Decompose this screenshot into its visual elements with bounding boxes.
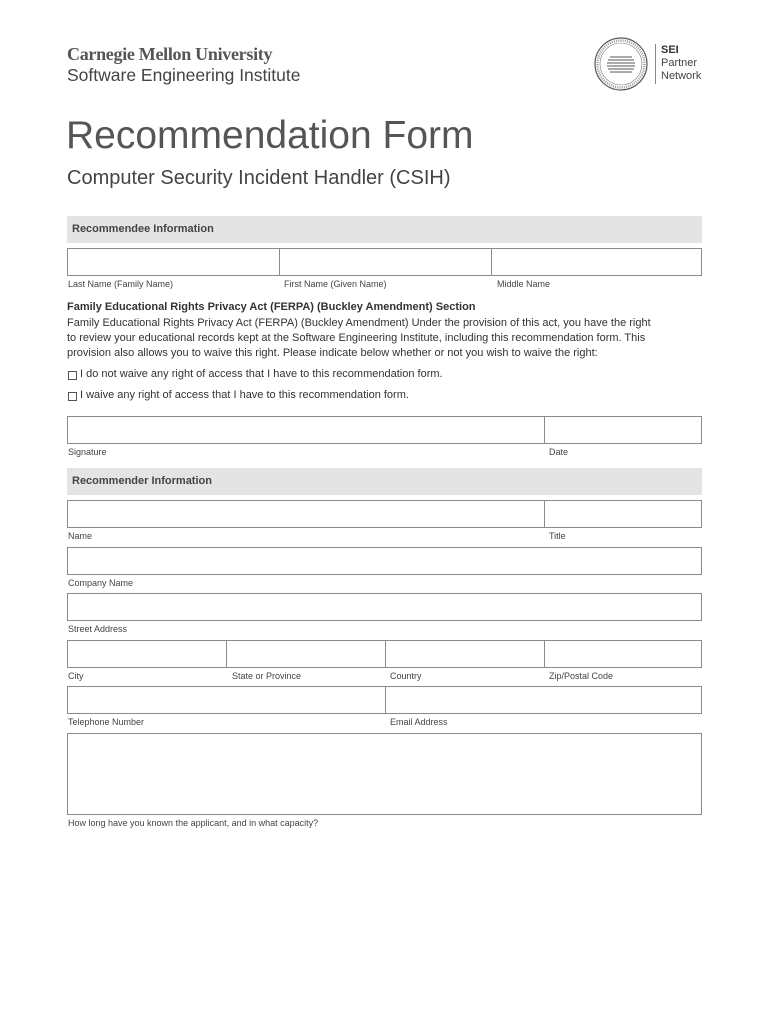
no-waive-checkbox[interactable] xyxy=(68,371,77,380)
sei-seal-icon xyxy=(594,37,648,91)
partner-line-partner: Partner xyxy=(661,57,698,69)
city-label: City xyxy=(68,671,84,681)
middle-name-label: Middle Name xyxy=(497,279,551,289)
capacity-label: How long have you known the applicant, and in what capacity? xyxy=(68,818,319,828)
first-name-field[interactable] xyxy=(279,248,492,276)
partner-line-network: Network xyxy=(661,70,702,82)
recommendee-section-header xyxy=(67,216,702,243)
email-label: Email Address xyxy=(390,717,448,727)
last-name-field[interactable] xyxy=(67,248,280,276)
date-field[interactable] xyxy=(544,416,702,444)
partner-line-sei: SEI xyxy=(661,44,679,56)
date-label: Date xyxy=(549,447,569,457)
signature-field[interactable] xyxy=(67,416,545,444)
last-name-label: Last Name (Family Name) xyxy=(68,279,174,289)
city-field[interactable] xyxy=(67,640,227,668)
country-label: Country xyxy=(390,671,422,681)
telephone-label: Telephone Number xyxy=(68,717,145,727)
company-name-field[interactable] xyxy=(67,547,702,575)
recommender-section-header xyxy=(67,468,702,495)
telephone-field[interactable] xyxy=(67,686,386,714)
middle-name-field[interactable] xyxy=(491,248,702,276)
street-address-field[interactable] xyxy=(67,593,702,621)
waive-label: I waive any right of access that I have to this recommendation form. xyxy=(80,389,409,401)
recommendee-section-label: Recommendee Information xyxy=(72,223,214,235)
country-field[interactable] xyxy=(385,640,545,668)
ferpa-paragraph xyxy=(67,316,707,361)
page-subtitle: Computer Security Incident Handler (CSIH) xyxy=(67,167,451,189)
no-waive-label: I do not waive any right of access that I have to this recommendation form. xyxy=(80,368,443,380)
company-name-label: Company Name xyxy=(68,578,134,588)
state-label: State or Province xyxy=(232,671,302,681)
email-field[interactable] xyxy=(385,686,702,714)
recommender-section-label: Recommender Information xyxy=(72,475,212,487)
partner-network-label xyxy=(661,44,701,83)
zip-field[interactable] xyxy=(544,640,702,668)
ferpa-line-2: to review your educational records kept at the Software Engineering Institute, including this recommendation form. This xyxy=(67,332,646,344)
recommender-name-label: Name xyxy=(68,531,93,541)
street-address-label: Street Address xyxy=(68,624,128,634)
ferpa-line-3: provision also allows you to waive this right. Please indicate below whether or not you wish to waive the right: xyxy=(67,347,598,359)
page-title: Recommendation Form xyxy=(66,114,474,157)
signature-label: Signature xyxy=(68,447,107,457)
first-name-label: First Name (Given Name) xyxy=(284,279,387,289)
capacity-textarea[interactable] xyxy=(67,733,702,815)
university-name: Carnegie Mellon University xyxy=(67,44,273,64)
recommender-name-field[interactable] xyxy=(67,500,545,528)
state-field[interactable] xyxy=(226,640,386,668)
waive-checkbox[interactable] xyxy=(68,392,77,401)
recommender-title-label: Title xyxy=(549,531,566,541)
ferpa-line-1: Family Educational Rights Privacy Act (FERPA) (Buckley Amendment) Under the provision of this act, you have the right xyxy=(67,317,651,329)
ferpa-heading: Family Educational Rights Privacy Act (FERPA) (Buckley Amendment) Section xyxy=(67,301,476,313)
zip-label: Zip/Postal Code xyxy=(549,671,614,681)
partner-divider xyxy=(655,44,656,84)
recommender-title-field[interactable] xyxy=(544,500,702,528)
institute-name: Software Engineering Institute xyxy=(67,65,301,85)
